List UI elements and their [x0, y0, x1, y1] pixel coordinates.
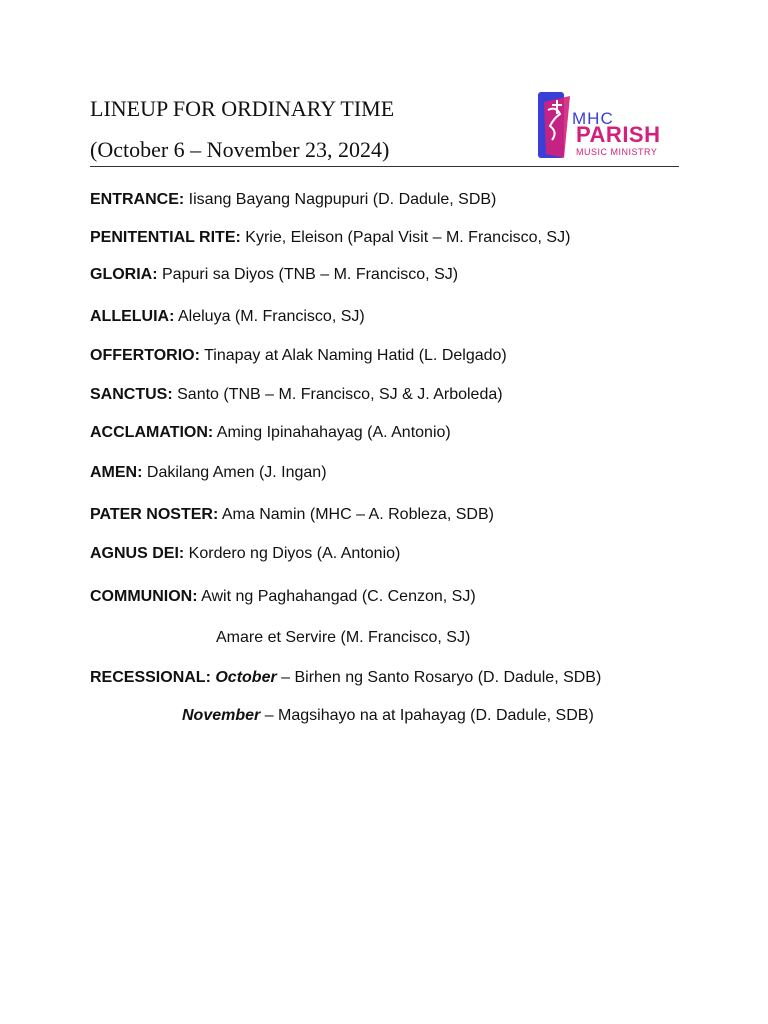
recessional-month-october: October: [215, 669, 277, 686]
gloria-text: Papuri sa Diyos (TNB – M. Francisco, SJ): [157, 266, 459, 283]
logo-parish-text: PARISH: [576, 122, 661, 147]
agnus-dei-row: [90, 545, 400, 563]
logo-ministry-text: MUSIC MINISTRY: [576, 147, 658, 157]
sanctus-row: [90, 386, 503, 404]
communion-text-2: Amare et Servire (M. Francisco, SJ): [216, 629, 471, 646]
offertorio-text: Tinapay at Alak Naming Hatid (L. Delgado): [199, 347, 507, 364]
acclamation-text: Aming Ipinahahayag (A. Antonio): [213, 424, 451, 441]
parish-music-ministry-logo: [534, 88, 674, 166]
pater-noster-row: [90, 506, 494, 524]
penitential-row: [90, 229, 570, 247]
title-line-1: LINEUP FOR ORDINARY TIME: [90, 96, 395, 121]
pater-noster-label: PATER NOSTER:: [90, 506, 219, 523]
recessional-label: RECESSIONAL:: [90, 669, 211, 686]
sanctus-label: SANCTUS:: [90, 386, 173, 403]
alleluia-label: ALLELUIA:: [90, 308, 175, 325]
amen-label: AMEN:: [90, 464, 143, 481]
penitential-text: Kyrie, Eleison (Papal Visit – M. Francisco, SJ): [240, 229, 571, 246]
amen-text: Dakilang Amen (J. Ingan): [142, 464, 327, 481]
recessional-month-november: November: [182, 707, 261, 724]
recessional-text-november: – Magsihayo na at Ipahayag (D. Dadule, SDB): [260, 707, 594, 724]
communion-label: COMMUNION:: [90, 588, 198, 605]
communion-row-2: [216, 629, 470, 647]
alleluia-row: [90, 308, 365, 326]
recessional-text-october: – Birhen ng Santo Rosaryo (D. Dadule, SDB): [276, 669, 602, 686]
acclamation-row: [90, 424, 451, 442]
alleluia-text: Aleluya (M. Francisco, SJ): [174, 308, 365, 325]
recessional-row-2: [182, 707, 594, 725]
communion-text: Awit ng Paghahangad (C. Cenzon, SJ): [197, 588, 476, 605]
agnus-dei-label: AGNUS DEI:: [90, 545, 185, 562]
recessional-row: [90, 669, 601, 687]
offertorio-label: OFFERTORIO:: [90, 347, 200, 364]
entrance-row: [90, 191, 496, 209]
entrance-label: ENTRANCE:: [90, 191, 185, 208]
gloria-label: GLORIA:: [90, 266, 158, 283]
acclamation-label: ACCLAMATION:: [90, 424, 214, 441]
pater-noster-text: Ama Namin (MHC – A. Robleza, SDB): [218, 506, 494, 523]
logo-mhc-text: MHC: [572, 109, 614, 128]
sanctus-text: Santo (TNB – M. Francisco, SJ & J. Arboleda): [172, 386, 503, 403]
header-divider: [90, 166, 679, 167]
penitential-label: PENITENTIAL RITE:: [90, 229, 241, 246]
title-line-2: (October 6 – November 23, 2024): [90, 137, 390, 162]
offertorio-row: [90, 347, 507, 365]
gloria-row: [90, 266, 458, 284]
agnus-dei-text: Kordero ng Diyos (A. Antonio): [184, 545, 401, 562]
entrance-text: Iisang Bayang Nagpupuri (D. Dadule, SDB): [184, 191, 497, 208]
communion-row: [90, 588, 476, 606]
amen-row: [90, 464, 327, 482]
